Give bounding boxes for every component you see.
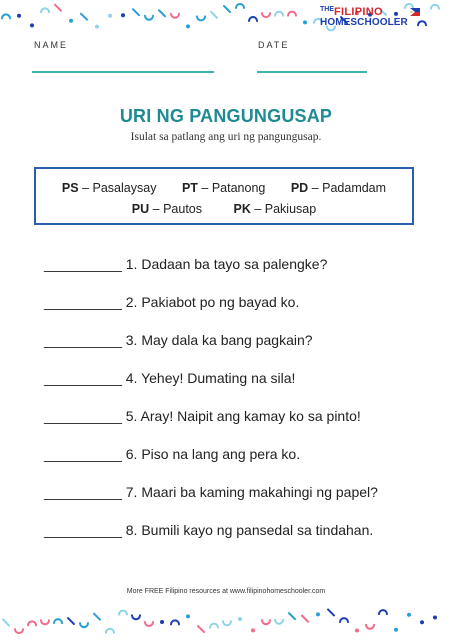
confetti-arc [288, 12, 296, 16]
question-item [44, 522, 424, 560]
confetti-bottom-border [0, 606, 452, 640]
logo-line2: HOMESCHOOLER [320, 17, 408, 28]
question-text: 7. Maari ba kaming makahingi ng papel? [125, 484, 378, 500]
worksheet-instructions: Isulat sa patlang ang uri ng pangungusap. [130, 131, 322, 143]
legend-item-pu: PU – Pautos [131, 202, 202, 216]
confetti-dash [224, 6, 230, 12]
confetti-dash [198, 626, 204, 632]
confetti-dot [251, 628, 255, 632]
confetti-arc [54, 619, 62, 623]
legend-item-ps: PS – Pasalaysay [61, 181, 157, 195]
name-label: NAME [34, 40, 69, 50]
answer-blank[interactable]: __________ [44, 294, 122, 310]
confetti-arc [275, 12, 283, 16]
legend-row-1 [36, 181, 412, 195]
confetti-dot [186, 24, 190, 28]
question-text: 5. Aray! Naipit ang kamay ko sa pinto! [125, 408, 361, 424]
logo-small-text: THE [320, 6, 334, 13]
confetti-dash [328, 609, 334, 615]
confetti-dash [211, 12, 217, 18]
question-text: 4. Yehey! Dumating na sila! [125, 370, 296, 386]
confetti-dot [303, 20, 307, 24]
confetti-arc [340, 618, 348, 622]
confetti-dot [186, 614, 190, 618]
footer-credit: More FREE Filipino resources at www.filipinohomeschooler.com [126, 588, 326, 595]
confetti-dot [420, 620, 424, 624]
confetti-arc [106, 629, 114, 633]
confetti-dot [17, 14, 21, 18]
confetti-dot [316, 612, 320, 616]
date-field[interactable] [257, 71, 367, 73]
question-text: 8. Bumili kayo ng pansedal sa tindahan. [125, 522, 374, 538]
answer-blank[interactable]: __________ [44, 522, 122, 538]
confetti-arc [132, 615, 140, 619]
confetti-arc [28, 621, 36, 625]
filipino-homeschooler-logo [320, 6, 422, 32]
flag-sun-icon [410, 8, 420, 16]
confetti-dot [121, 13, 125, 17]
confetti-dot [238, 617, 242, 621]
confetti-arc [145, 622, 153, 626]
confetti-arc [171, 14, 179, 18]
logo-line1: FILIPINO [334, 6, 383, 18]
answer-blank[interactable]: __________ [44, 332, 122, 348]
confetti-arc [41, 8, 49, 12]
legend-item-pk: PK – Pakiusap [233, 202, 317, 216]
question-item [44, 370, 424, 408]
confetti-arc [2, 14, 10, 18]
confetti-dash [3, 619, 9, 625]
confetti-arc [15, 629, 23, 633]
answer-blank[interactable]: __________ [44, 484, 122, 500]
confetti-dot [95, 25, 99, 29]
confetti-arc [210, 624, 218, 628]
confetti-dot [30, 23, 34, 27]
confetti-arc [223, 621, 231, 625]
answer-blank[interactable]: __________ [44, 446, 122, 462]
legend-box [34, 167, 414, 225]
name-field[interactable] [32, 71, 214, 73]
question-text: 6. Piso na lang ang pera ko. [125, 446, 301, 462]
date-label: DATE [258, 40, 290, 50]
confetti-dash [55, 5, 61, 11]
confetti-dot [433, 615, 437, 619]
confetti-arc [431, 5, 439, 9]
answer-blank[interactable]: __________ [44, 370, 122, 386]
confetti-arc [145, 16, 153, 20]
confetti-arc [275, 620, 283, 624]
answer-blank[interactable]: __________ [44, 408, 122, 424]
question-item [44, 294, 424, 332]
confetti-dash [302, 616, 308, 622]
question-text: 3. May dala ka bang pagkain? [125, 332, 313, 348]
confetti-arc [262, 620, 270, 624]
confetti-dot [355, 629, 359, 633]
confetti-dot [108, 14, 112, 18]
question-item [44, 484, 424, 522]
confetti-arc [262, 13, 270, 17]
confetti-arc [41, 620, 49, 624]
confetti-dash [133, 9, 139, 15]
legend-item-pd: PD – Padamdam [290, 181, 387, 195]
confetti-arc [236, 4, 244, 8]
confetti-arc [249, 17, 257, 21]
question-item [44, 408, 424, 446]
question-text: 1. Dadaan ba tayo sa palengke? [125, 256, 328, 272]
confetti-dot [394, 628, 398, 632]
confetti-arc [80, 623, 88, 627]
confetti-arc [366, 625, 374, 629]
question-item [44, 446, 424, 484]
worksheet-title: URI NG PANGUNGUSAP [119, 106, 333, 126]
confetti-dot [69, 19, 73, 23]
legend-item-pt: PT – Patanong [181, 181, 266, 195]
confetti-dash [68, 618, 74, 624]
confetti-dash [289, 613, 295, 619]
confetti-arc [119, 611, 127, 615]
question-text: 2. Pakiabot po ng bayad ko. [125, 294, 300, 310]
question-list [44, 256, 424, 560]
confetti-arc [171, 620, 179, 624]
question-item [44, 332, 424, 370]
legend-row-2 [36, 202, 412, 216]
answer-blank[interactable]: __________ [44, 256, 122, 272]
confetti-dash [159, 10, 165, 16]
confetti-dot [407, 613, 411, 617]
confetti-arc [197, 16, 205, 20]
confetti-dash [94, 614, 100, 620]
confetti-arc [379, 610, 387, 614]
confetti-dash [81, 14, 87, 20]
confetti-dot [160, 620, 164, 624]
question-item [44, 256, 424, 294]
